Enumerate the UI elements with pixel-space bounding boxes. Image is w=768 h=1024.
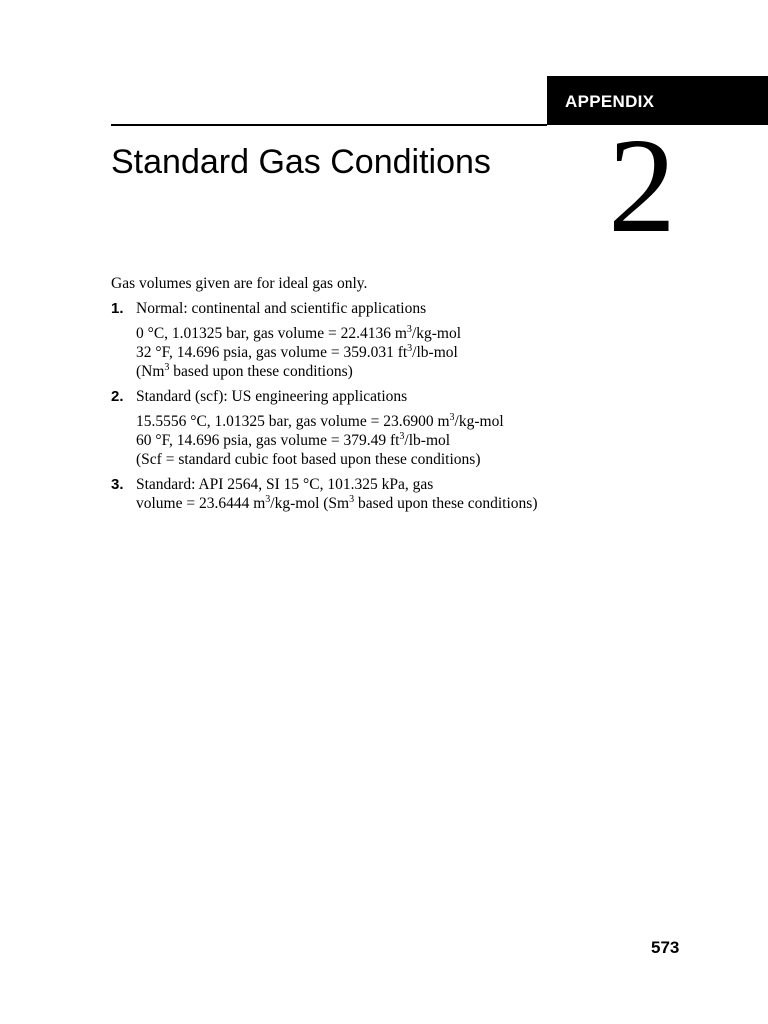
page-number: 573: [651, 938, 680, 957]
condition-line: (Scf = standard cubic foot based upon these conditions): [136, 451, 481, 468]
condition-line: 32 °F, 14.696 psia, gas volume = 359.031 $ft^3/lb$-mol: [136, 343, 458, 361]
item-number: 3.: [111, 476, 124, 493]
page-content: [111, 274, 701, 519]
item-lines: [136, 324, 701, 381]
item-number: 1.: [111, 300, 124, 317]
list-item-1: [111, 299, 701, 381]
chapter-number: 2: [608, 111, 676, 261]
condition-line: Standard: API 2564, SI 15 °C, 101.325 kPa, gas: [136, 476, 434, 493]
condition-line: (Nm$^3$ based upon these conditions): [136, 362, 353, 380]
chapter-title: Standard Gas Conditions: [111, 143, 491, 181]
item-heading: Normal: continental and scientific applications: [136, 300, 427, 317]
condition-line: 0 °C, 1.01325 bar, gas volume = 22.4136 $m^3/kg$-mol: [136, 324, 462, 342]
condition-line: 60 °F, 14.696 psia, gas volume = 379.49 $ft^3/lb$-mol: [136, 431, 451, 449]
item-heading: Standard (scf): US engineering applications: [136, 388, 408, 405]
item-lines: [136, 412, 701, 469]
item-lines: [136, 475, 701, 513]
list-item-2: [111, 387, 701, 469]
condition-line: 15.5556 °C, 1.01325 bar, gas volume = 23.6900 $m^3/kg$-mol: [136, 412, 504, 430]
condition-line: volume = 23.6444 $m^3/kg$-mol (Sm$^3$ based upon these conditions): [136, 494, 538, 512]
intro-text: Gas volumes given are for ideal gas only.: [111, 275, 368, 292]
item-number: 2.: [111, 388, 124, 405]
header-rule: [111, 124, 547, 126]
list-item-3: [111, 475, 701, 513]
appendix-label: APPENDIX: [565, 92, 655, 111]
